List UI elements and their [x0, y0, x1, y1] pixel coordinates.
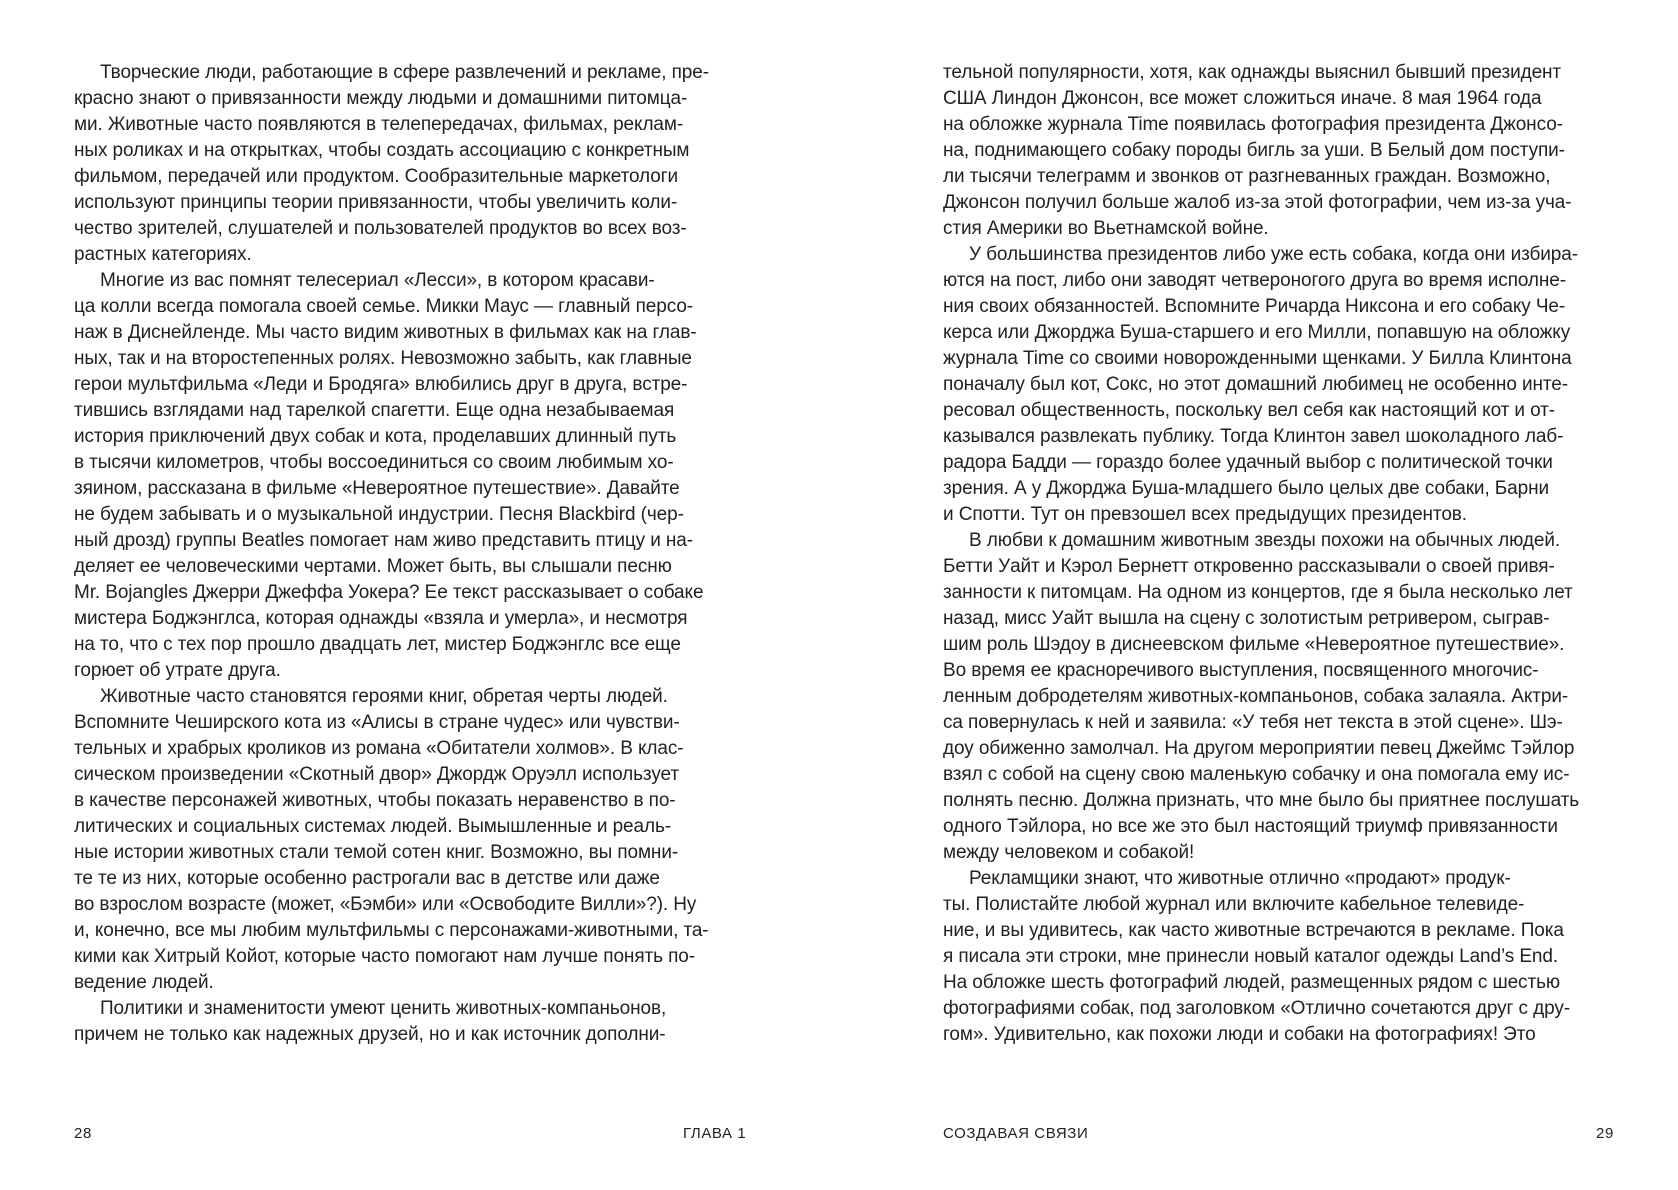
- text-line: тельной популярности, хотя, как однажды выяснил бывший президент: [943, 62, 1562, 83]
- text-line: во взрослом возрасте (может, «Бэмби» или «Освободите Вилли»?). Ну: [74, 894, 697, 915]
- text-line: ных роликах и на открытках, чтобы создать ассоциацию с конкретным: [74, 140, 690, 161]
- text-line: Вспомните Чеширского кота из «Алисы в стране чудес» или чувстви-: [74, 712, 680, 733]
- text-line: мистера Боджэнглса, которая однажды «взяла и умерла», и несмотря: [74, 608, 688, 629]
- text-line: не будем забывать и о музыкальной индустрии. Песня Blackbird (чер-: [74, 504, 684, 525]
- text-line: доу обиженно замолчал. На другом мероприятии певец Джеймс Тэйлор: [943, 738, 1575, 759]
- text-line: ведение людей.: [74, 972, 214, 993]
- text-line: горюет об утрате друга.: [74, 660, 281, 681]
- text-line: радора Бадди — гораздо более удачный выбор с политической точки: [943, 452, 1553, 473]
- text-line: Рекламщики знают, что животные отлично «продают» продук-: [969, 868, 1511, 889]
- text-line: гом». Удивительно, как похожи люди и собаки на фотографиях! Это: [943, 1024, 1536, 1045]
- text-line: Во время ее красноречивого выступления, посвященного многочис-: [943, 660, 1539, 681]
- text-line: США Линдон Джонсон, все может сложиться иначе. 8 мая 1964 года: [943, 88, 1542, 109]
- text-line: на обложке журнала Time появилась фотография президента Джонсо-: [943, 114, 1563, 135]
- text-line: занности к питомцам. На одном из концертов, где я была несколько лет: [943, 582, 1573, 603]
- text-line: красно знают о привязанности между людьми и домашними питомца-: [74, 88, 688, 109]
- text-line: В любви к домашним животным звезды похожи на обычных людей.: [969, 530, 1561, 551]
- running-head-chapter: ГЛАВА 1: [683, 1125, 747, 1142]
- text-line: полнять песню. Должна признать, что мне было бы приятнее послушать: [943, 790, 1580, 811]
- text-line: в качестве персонажей животных, чтобы показать неравенство в по-: [74, 790, 676, 811]
- text-line: шим роль Шэдоу в диснеевском фильме «Невероятное путешествие».: [943, 634, 1565, 655]
- text-line: Политики и знаменитости умеют ценить животных-компаньонов,: [100, 998, 667, 1019]
- text-line: тельных и храбрых кроликов из романа «Обитатели холмов». В клас-: [74, 738, 684, 759]
- text-line: казывался развлекать публику. Тогда Клинтон завел шоколадного лаб-: [943, 426, 1564, 447]
- text-line: Многие из вас помнят телесериал «Лесси», в котором красави-: [100, 270, 655, 291]
- text-line: история приключений двух собак и кота, проделавших длинный путь: [74, 426, 677, 447]
- text-line: используют принципы теории привязанности, чтобы увеличить коли-: [74, 192, 678, 213]
- text-line: деляет ее человеческими чертами. Может быть, вы слышали песню: [74, 556, 672, 577]
- text-line: У большинства президентов либо уже есть собака, когда они избира-: [969, 244, 1578, 265]
- text-line: кими как Хитрый Койот, которые часто помогают нам лучше понять по-: [74, 946, 695, 967]
- text-line: причем не только как надежных друзей, но и как источник дополни-: [74, 1024, 666, 1045]
- text-line: на то, что с тех пор прошло двадцать лет, мистер Боджэнглс все еще: [74, 634, 681, 655]
- right-page-body: [943, 60, 1623, 1048]
- text-line: ца колли всегда помогала своей семье. Микки Маус — главный персо-: [74, 296, 694, 317]
- text-line: стия Америки во Вьетнамской войне.: [943, 218, 1269, 239]
- text-line: ных, так и на второстепенных ролях. Невозможно забыть, как главные: [74, 348, 692, 369]
- text-line: чество зрителей, слушателей и пользователей продуктов во всех воз-: [74, 218, 687, 239]
- text-line: ние, и вы удивитесь, как часто животные встречаются в рекламе. Пока: [943, 920, 1564, 941]
- text-line: Творческие люди, работающие в сфере развлечений и рекламе, пре-: [100, 62, 709, 83]
- text-line: фильмом, передачей или продуктом. Сообразительные маркетологи: [74, 166, 679, 187]
- text-line: ленным добродетелям животных-компаньонов, собака залаяла. Актри-: [943, 686, 1569, 707]
- page-number-right: 29: [1596, 1125, 1614, 1142]
- text-line: ные истории животных стали темой сотен книг. Возможно, вы помни-: [74, 842, 679, 863]
- left-page-body: [74, 60, 764, 1048]
- text-line: на, поднимающего собаку породы бигль за уши. В Белый дом поступи-: [943, 140, 1565, 161]
- text-line: поначалу был кот, Сокс, но этот домашний любимец не особенно инте-: [943, 374, 1568, 395]
- text-line: зяином, рассказана в фильме «Невероятное путешествие». Давайте: [74, 478, 680, 499]
- text-line: Джонсон получил больше жалоб из-за этой фотографии, чем из-за уча-: [943, 192, 1572, 213]
- text-line: ресовал общественность, поскольку вел себя как настоящий кот и от-: [943, 400, 1555, 421]
- text-line: растных категориях.: [74, 244, 252, 265]
- text-line: одного Тэйлора, но все же это был настоящий триумф привязанности: [943, 816, 1558, 837]
- text-line: и Спотти. Тут он превзошел всех предыдущих президентов.: [943, 504, 1467, 525]
- text-line: Mr. Bojangles Джерри Джеффа Уокера? Ее текст рассказывает о собаке: [74, 582, 704, 603]
- text-line: керса или Джорджа Буша-старшего и его Милли, попавшую на обложку: [943, 322, 1571, 343]
- text-line: фотографиями собак, под заголовком «Отлично сочетаются друг с дру-: [943, 998, 1570, 1019]
- text-line: в тысячи километров, чтобы воссоединиться со своим любимым хо-: [74, 452, 674, 473]
- text-line: и, конечно, все мы любим мультфильмы с персонажами-животными, та-: [74, 920, 709, 941]
- text-line: я писала эти строки, мне принесли новый каталог одежды Land’s End.: [943, 946, 1559, 967]
- text-line: ли тысячи телеграмм и звонков от разгневанных граждан. Возможно,: [943, 166, 1551, 187]
- text-line: те те из них, которые особенно растрогали вас в детстве или даже: [74, 868, 660, 889]
- text-line: наж в Диснейленде. Мы часто видим животных в фильмах как на глав-: [74, 322, 697, 343]
- text-line: ми. Животные часто появляются в телепередачах, фильмах, реклам-: [74, 114, 684, 135]
- text-line: взял с собой на сцену свою маленькую собачку и она помогала ему ис-: [943, 764, 1570, 785]
- text-line: литических и социальных системах людей. Вымышленные и реаль-: [74, 816, 671, 837]
- page-number-left: 28: [74, 1125, 92, 1142]
- text-line: тившись взглядами над тарелкой спагетти. Еще одна незабываемая: [74, 400, 675, 421]
- text-line: са повернулась к ней и заявила: «У тебя нет текста в этой сцене». Шэ-: [943, 712, 1563, 733]
- text-line: Бетти Уайт и Кэрол Бернетт откровенно рассказывали о своей привя-: [943, 556, 1555, 577]
- text-line: ются на пост, либо они заводят четвероногого друга во время исполне-: [943, 270, 1567, 291]
- text-line: зрения. А у Джорджа Буша-младшего было целых две собаки, Барни: [943, 478, 1550, 499]
- text-line: Животные часто становятся героями книг, обретая черты людей.: [100, 686, 668, 707]
- text-line: между человеком и собакой!: [943, 842, 1195, 863]
- text-line: сическом произведении «Скотный двор» Джордж Оруэлл использует: [74, 764, 679, 785]
- text-line: ты. Полистайте любой журнал или включите кабельное телевиде-: [943, 894, 1525, 915]
- text-line: На обложке шесть фотографий людей, размещенных рядом с шестью: [943, 972, 1561, 993]
- text-line: ния своих обязанностей. Вспомните Ричарда Никсона и его собаку Че-: [943, 296, 1566, 317]
- text-line: назад, мисс Уайт вышла на сцену с золотистым ретривером, сыграв-: [943, 608, 1550, 629]
- text-line: журнала Time со своими новорожденными щенками. У Билла Клинтона: [943, 348, 1572, 369]
- running-head-title: СОЗДАВАЯ СВЯЗИ: [943, 1125, 1089, 1142]
- text-line: герои мультфильма «Леди и Бродяга» влюбились друг в друга, встре-: [74, 374, 688, 395]
- text-line: ный дрозд) группы Beatles помогает нам живо представить птицу и на-: [74, 530, 693, 551]
